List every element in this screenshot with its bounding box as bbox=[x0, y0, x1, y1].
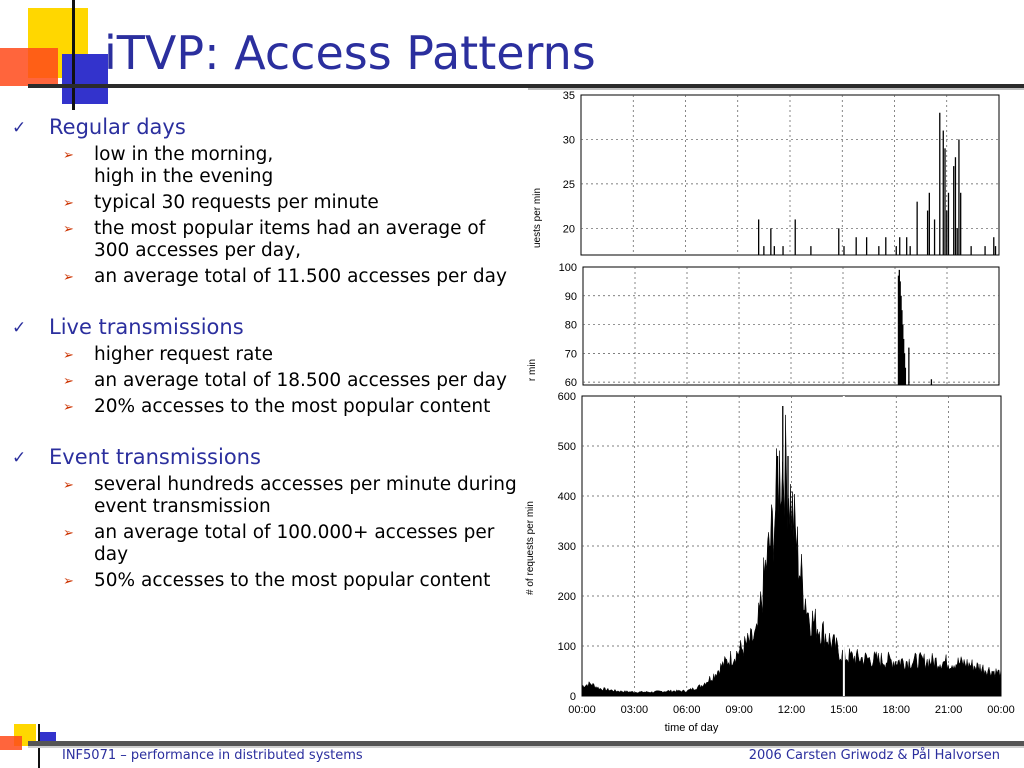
logo-blue-square bbox=[62, 54, 108, 104]
sub-bullet: ➢ the most popular items had an average of 300 accesses per day, bbox=[63, 218, 486, 261]
section-heading: ✓ Event transmissions bbox=[12, 445, 261, 469]
section-regular-days bbox=[0, 114, 525, 288]
sub-bullet: ➢ typical 30 requests per minute bbox=[63, 192, 379, 213]
arrow-bullet-icon: ➢ bbox=[63, 574, 74, 589]
checkmark-icon: ✓ bbox=[12, 318, 27, 338]
y-axis-label: uests per min bbox=[532, 187, 543, 249]
arrow-bullet-icon: ➢ bbox=[63, 270, 74, 285]
y-axis-label: r min bbox=[527, 358, 538, 382]
sub-bullet: ➢ low in the morning, high in the evening bbox=[63, 144, 274, 187]
y-tick-label: 100 bbox=[557, 641, 576, 653]
section-event-transmissions bbox=[0, 444, 525, 592]
x-tick-label: 00:00 bbox=[568, 704, 596, 716]
arrow-bullet-icon: ➢ bbox=[63, 526, 74, 541]
y-tick-label: 30 bbox=[562, 134, 575, 147]
sub-bullet: ➢ 50% accesses to the most popular content bbox=[63, 570, 491, 591]
y-tick-label: 25 bbox=[562, 178, 575, 191]
logo-red-square bbox=[0, 48, 58, 86]
chart-regular-days bbox=[532, 90, 999, 255]
y-tick-label: 70 bbox=[564, 348, 577, 361]
chart-event-transmissions bbox=[525, 391, 1015, 734]
arrow-bullet-icon: ➢ bbox=[63, 348, 74, 363]
sub-bullet: ➢ an average total of 18.500 accesses per day bbox=[63, 370, 507, 391]
y-tick-label: 400 bbox=[557, 491, 576, 503]
footer-authors: 2006 Carsten Griwodz & Pål Halvorsen bbox=[748, 748, 1000, 763]
arrow-bullet-icon: ➢ bbox=[63, 148, 74, 163]
y-tick-label: 35 bbox=[562, 90, 575, 102]
x-axis-label: time of day bbox=[664, 722, 719, 734]
x-tick-label: 09:00 bbox=[725, 704, 753, 716]
arrow-bullet-icon: ➢ bbox=[63, 196, 74, 211]
x-tick-label: 21:00 bbox=[934, 704, 963, 716]
x-tick-label: 06:00 bbox=[672, 704, 701, 716]
x-tick-label: 03:00 bbox=[620, 704, 649, 716]
x-tick-label: 18:00 bbox=[882, 704, 911, 716]
y-tick-label: 20 bbox=[562, 223, 575, 236]
y-tick-label: 600 bbox=[557, 391, 576, 403]
arrow-bullet-icon: ➢ bbox=[63, 222, 74, 237]
y-tick-label: 200 bbox=[557, 591, 576, 603]
bullet-list bbox=[0, 114, 525, 592]
chart-live-transmissions bbox=[527, 262, 999, 389]
arrow-bullet-icon: ➢ bbox=[63, 374, 74, 389]
y-axis-label: # of requests per min bbox=[525, 501, 536, 595]
checkmark-icon: ✓ bbox=[12, 448, 27, 468]
section-heading: ✓ Live transmissions bbox=[12, 315, 244, 339]
logo-vertical-line bbox=[72, 0, 75, 110]
footer-course: INF5071 – performance in distributed systems bbox=[62, 748, 363, 763]
y-tick-label: 500 bbox=[557, 441, 576, 453]
access-pattern-charts bbox=[520, 88, 1024, 748]
footer-logo-red bbox=[0, 736, 22, 750]
sub-bullet: ➢ an average total of 100.000+ accesses per day bbox=[63, 522, 495, 565]
arrow-bullet-icon: ➢ bbox=[63, 400, 74, 415]
sub-bullet: ➢ 20% accesses to the most popular content bbox=[63, 396, 491, 417]
y-tick-label: 0 bbox=[569, 691, 576, 703]
x-tick-label: 12:00 bbox=[777, 704, 806, 716]
sub-bullet: ➢ an average total of 11.500 accesses per day bbox=[63, 266, 507, 287]
x-tick-label: 15:00 bbox=[830, 704, 858, 716]
x-tick-label: 00:00 bbox=[987, 704, 1015, 716]
y-tick-label: 60 bbox=[564, 377, 577, 390]
y-tick-label: 300 bbox=[557, 541, 576, 553]
arrow-bullet-icon: ➢ bbox=[63, 478, 74, 493]
sub-bullet: ➢ higher request rate bbox=[63, 344, 273, 365]
sub-bullet: ➢ several hundreds accesses per minute during event transmission bbox=[63, 474, 517, 517]
y-tick-label: 90 bbox=[564, 290, 577, 303]
checkmark-icon: ✓ bbox=[12, 118, 27, 138]
slide-title: iTVP: Access Patterns bbox=[104, 26, 596, 80]
y-tick-label: 100 bbox=[558, 262, 577, 274]
section-live-transmissions bbox=[0, 314, 525, 418]
y-tick-label: 80 bbox=[564, 319, 577, 332]
section-heading: ✓ Regular days bbox=[12, 115, 186, 139]
